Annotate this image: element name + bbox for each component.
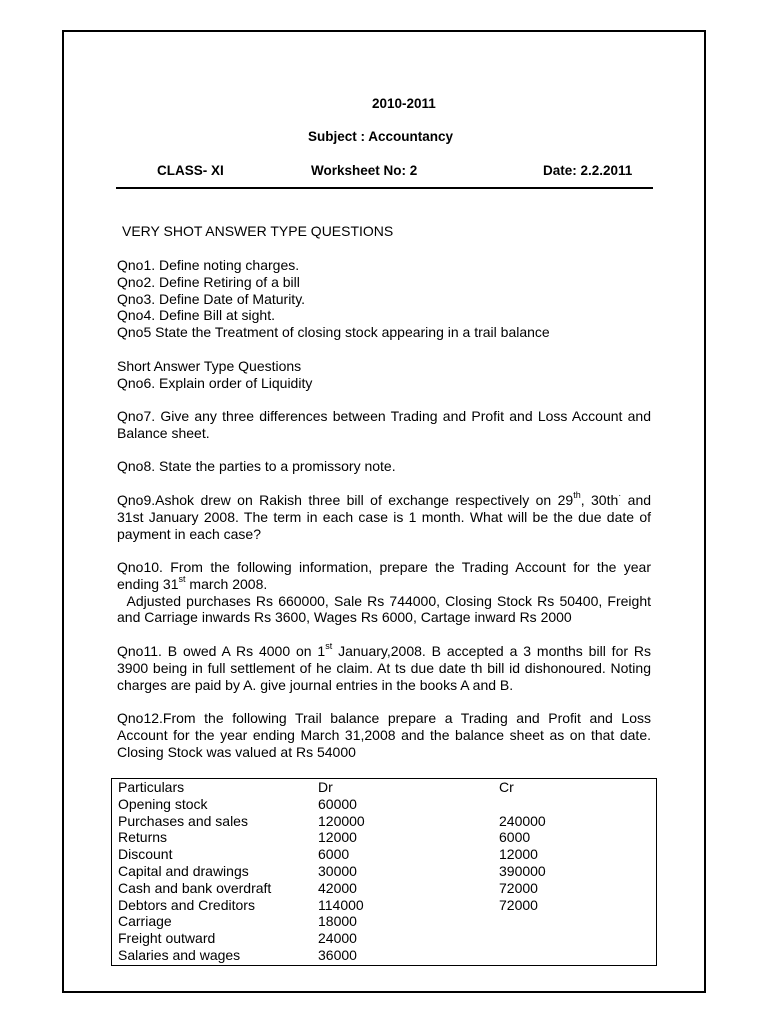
- cell-dr: 24000: [318, 930, 357, 947]
- cell-particulars: Freight outward: [118, 930, 216, 947]
- question-10-sup-st: st: [178, 574, 186, 585]
- section-title-very-short: VERY SHOT ANSWER TYPE QUESTIONS: [122, 223, 394, 239]
- trial-balance-table: [111, 778, 657, 966]
- worksheet-number: Worksheet No: 2: [311, 163, 418, 178]
- question-11-text-b: January,2008. B accepted a 3 months bill for Rs: [332, 643, 651, 659]
- worksheet-date: Date: 2.2.2011: [543, 163, 633, 178]
- question-11-line-2: 3900 being in full settlement of he claim. At ts due date th bill id dishonoured. Noting: [117, 659, 651, 676]
- question-9-line-1: [117, 492, 651, 509]
- cell-particulars: Debtors and Creditors: [118, 896, 255, 913]
- cell-dr: 18000: [318, 913, 357, 930]
- question-6: Qno6. Explain order of Liquidity: [117, 374, 313, 391]
- question-10: [117, 559, 651, 626]
- question-2: Qno2. Define Retiring of a bill: [117, 273, 300, 290]
- cell-dr: 60000: [318, 795, 357, 812]
- cell-cr: 72000: [499, 896, 538, 913]
- cell-dr: 114000: [318, 896, 364, 913]
- question-11-sup-st: st: [325, 641, 333, 652]
- question-9-sup-th: th: [573, 490, 581, 501]
- table-row: [112, 863, 656, 880]
- header-cr: Cr: [499, 779, 514, 795]
- table-row: [112, 813, 656, 830]
- question-7-line-1: Qno7. Give any three differences between Trading and Profit and Loss Account and: [117, 408, 651, 424]
- question-12-line-3: Closing Stock was valued at Rs 54000: [117, 743, 356, 760]
- question-12: [117, 710, 651, 760]
- cell-particulars: Discount: [118, 846, 173, 863]
- cell-dr: 42000: [318, 879, 357, 896]
- academic-year: 2010-2011: [372, 96, 436, 111]
- header-dr: Dr: [318, 779, 333, 795]
- cell-cr: 72000: [499, 879, 538, 896]
- question-10-line-1: Qno10. From the following information, prepare the Trading Account for the year: [117, 559, 651, 575]
- question-7: [117, 408, 651, 442]
- question-11-line-1: [117, 643, 651, 660]
- question-7-line-2: Balance sheet.: [117, 424, 210, 441]
- question-11-text-a: Qno11. B owed A Rs 4000 on 1: [117, 643, 326, 659]
- question-3: Qno3. Define Date of Maturity.: [117, 290, 306, 307]
- cell-dr: 6000: [318, 846, 350, 863]
- cell-particulars: Capital and drawings: [118, 863, 249, 879]
- question-9-line-3: payment in each case?: [117, 525, 261, 542]
- question-4: Qno4. Define Bill at sight.: [117, 307, 275, 324]
- question-10-line-2: [117, 576, 651, 593]
- question-5: Qno5 State the Treatment of closing stock appearing in a trail balance: [117, 324, 550, 341]
- question-9-sup-dot: ·: [618, 490, 622, 501]
- cell-dr: 36000: [318, 947, 357, 963]
- question-1: Qno1. Define noting charges.: [117, 257, 300, 273]
- cell-particulars: Cash and bank overdraft: [118, 879, 272, 896]
- question-10-text-a: ending 31: [117, 575, 179, 592]
- question-12-line-1: Qno12.From the following Trail balance prepare a Trading and Profit and Loss: [117, 710, 651, 726]
- cell-particulars: Opening stock: [118, 795, 208, 812]
- header-rule: [116, 187, 653, 189]
- question-10-text-b: march 2008.: [185, 575, 268, 592]
- cell-dr: 120000: [318, 812, 365, 829]
- table-row: [112, 796, 656, 813]
- cell-cr: 6000: [499, 829, 531, 846]
- subject-title: Subject : Accountancy: [308, 129, 454, 144]
- cell-dr: 12000: [318, 829, 357, 846]
- question-11: [117, 643, 651, 693]
- cell-particulars: Salaries and wages: [118, 947, 241, 963]
- question-8-line-1: Qno8. State the parties to a promissory note.: [117, 458, 396, 474]
- question-9-line-2: 31st January 2008. The term in each case is 1 month. What will be the due date of: [117, 508, 651, 525]
- question-12-line-2: Account for the year ending March 31,2008 and the balance sheet as on that date.: [117, 726, 651, 743]
- cell-particulars: Purchases and sales: [118, 812, 248, 829]
- question-9-text-b: , 30th: [580, 492, 619, 508]
- short-answer-block: [117, 358, 651, 392]
- table-row: [112, 947, 656, 964]
- cell-particulars: Carriage: [118, 913, 172, 930]
- question-10-line-3: Adjusted purchases Rs 660000, Sale Rs 744000, Closing Stock Rs 50400, Freight: [117, 592, 651, 609]
- class-label: CLASS- XI: [157, 163, 224, 178]
- question-9: [117, 492, 651, 542]
- table-row: [112, 913, 656, 930]
- question-9-text-c: and: [621, 492, 652, 508]
- header-particulars: Particulars: [118, 779, 185, 795]
- cell-dr: 30000: [318, 863, 357, 879]
- cell-particulars: Returns: [118, 829, 168, 846]
- table-row: [112, 897, 656, 914]
- question-block-1-5: [117, 257, 651, 341]
- cell-cr: 240000: [499, 812, 546, 829]
- question-11-line-3: charges are paid by A. give journal entries in the books A and B.: [117, 676, 514, 693]
- section-title-short: Short Answer Type Questions: [117, 358, 302, 374]
- table-row: [112, 829, 656, 846]
- question-9-text-a: Qno9.Ashok drew on Rakish three bill of exchange respectively on 29: [117, 492, 574, 508]
- cell-cr: 12000: [499, 846, 538, 863]
- cell-cr: 390000: [499, 863, 546, 879]
- question-8: [117, 458, 651, 475]
- table-header-row: [112, 779, 656, 796]
- question-10-line-4: and Carriage inwards Rs 3600, Wages Rs 6000, Cartage inward Rs 2000: [117, 609, 572, 626]
- table-row: [112, 846, 656, 863]
- table-row: [112, 880, 656, 897]
- table-row: [112, 930, 656, 947]
